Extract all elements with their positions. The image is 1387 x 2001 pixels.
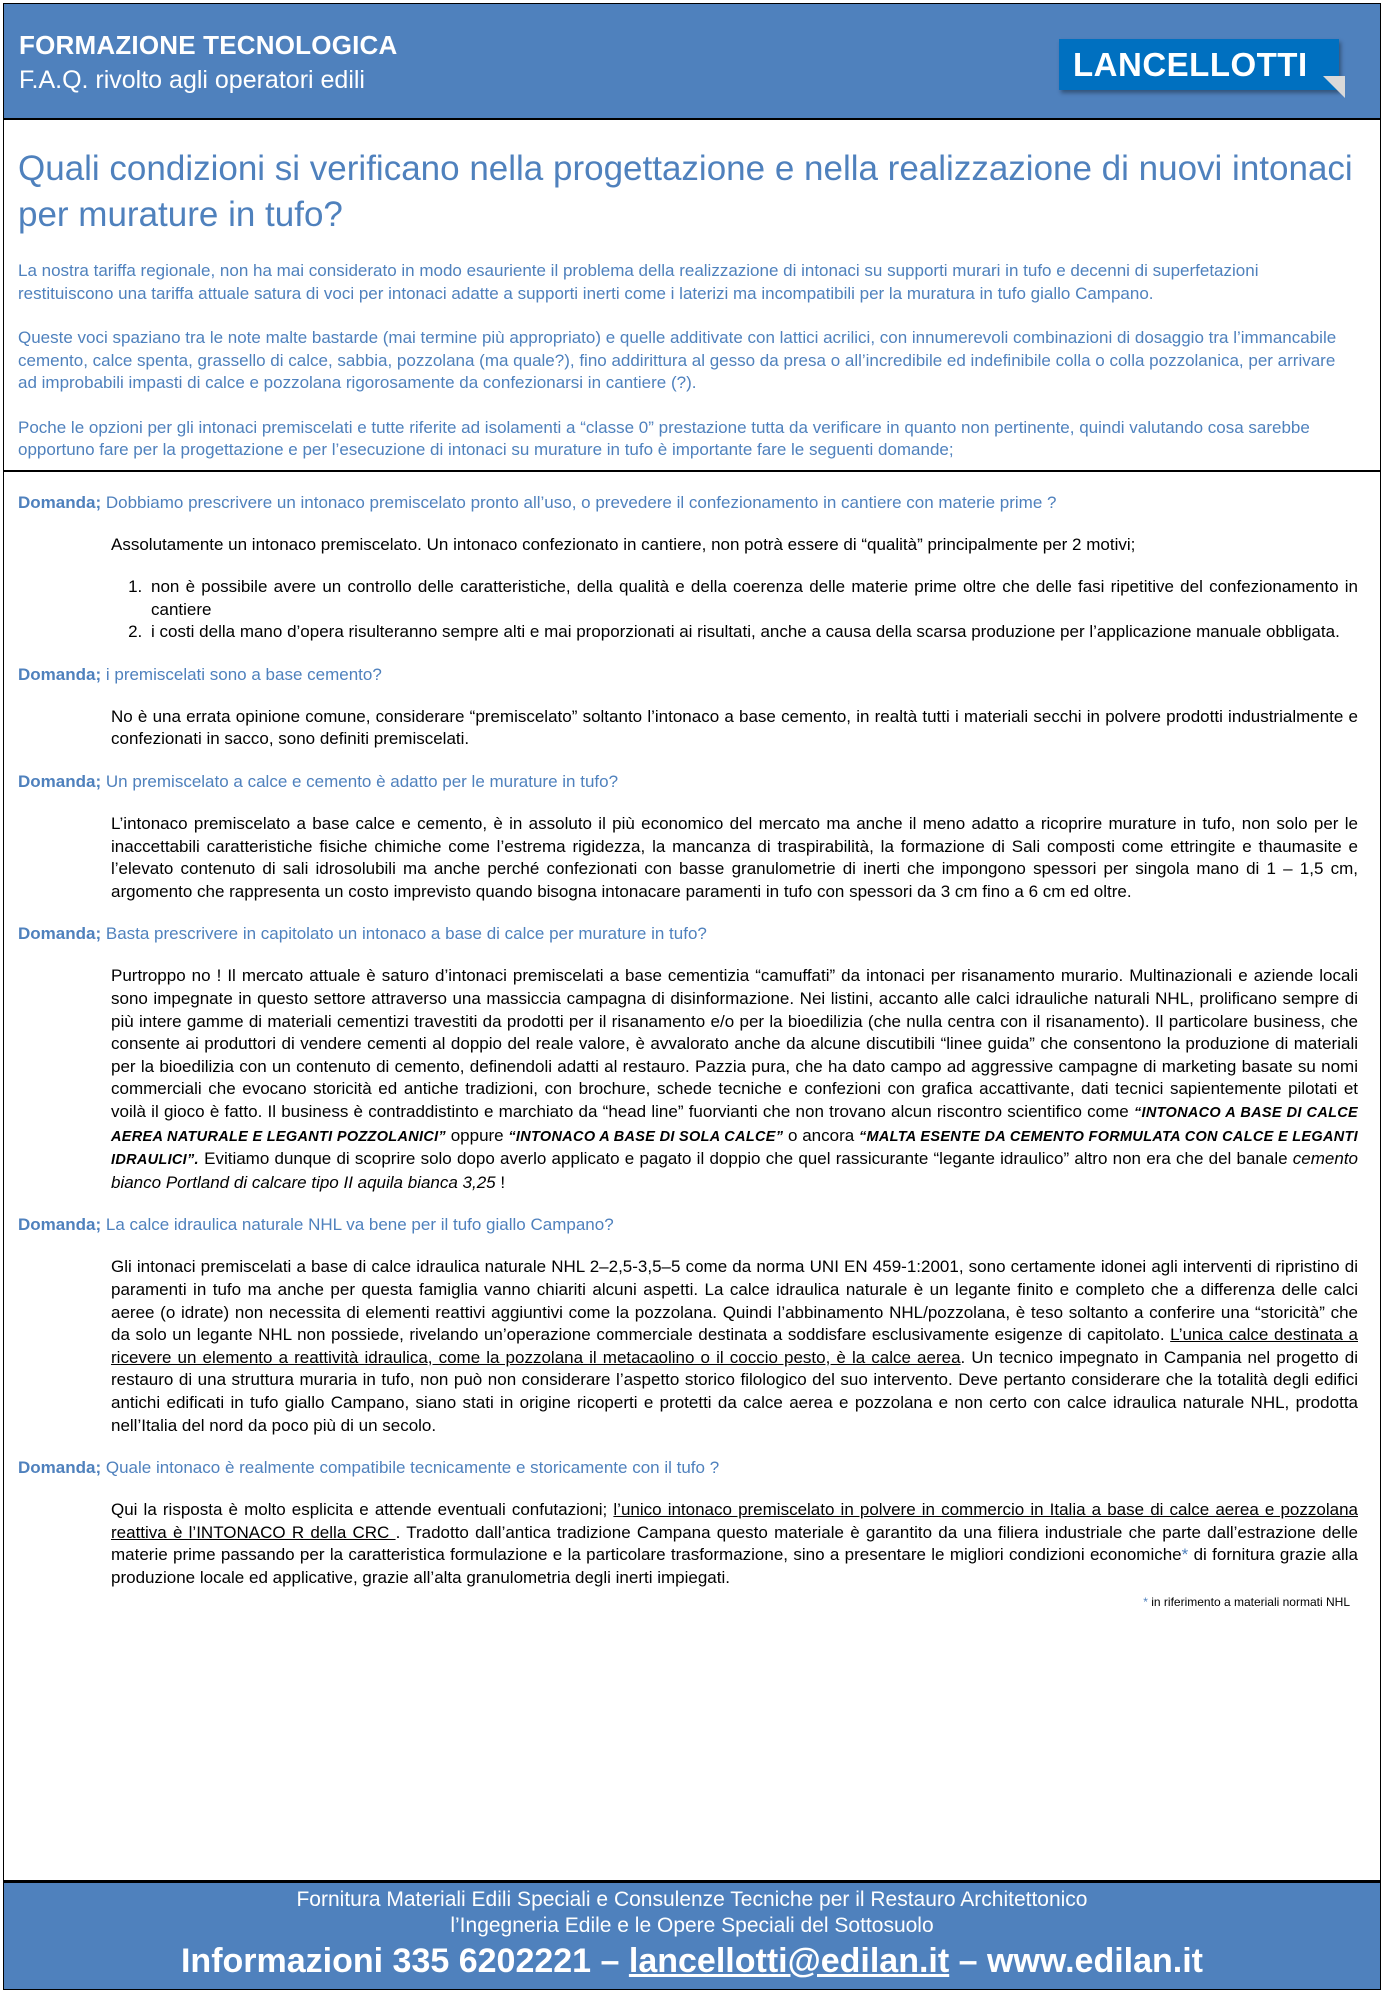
question-label: Domanda; [18, 492, 102, 512]
document-page [3, 3, 1381, 1990]
question-text: Basta prescrivere in capitolato un intonaco a base di calce per murature in tufo? [105, 924, 707, 944]
faq-item [18, 771, 1358, 903]
footnote-marker: * [1181, 1545, 1189, 1565]
header-subtitle: F.A.Q. rivolto agli operatori edili [19, 66, 365, 94]
faq-question [18, 492, 1358, 514]
intro-paragraph: Queste voci spaziano tra le note malte bastarde (mai termine più appropriato) e quelle additivate con lattici acrilici, con innumerevoli combinazioni di dosaggio tra l’immancabile cemento, calce spenta, grassello di calce, sabbia, pozzolana (ma quale?), fino addirittura al gesso da presa o all’incredibile ed indefinibile colla o colla pozzolanica, per arrivare ad improbabili impasti di calce e pozzolana rigorosamente da confezionarsi in cantiere (?). [18, 328, 1337, 392]
page-curl-icon [1323, 76, 1345, 98]
answer-text: ! [495, 1172, 506, 1192]
faq-question [18, 664, 1358, 686]
question-label: Domanda; [18, 664, 102, 684]
website-link[interactable]: www.edilan.it [987, 1942, 1204, 1980]
separator: – [949, 1942, 988, 1980]
answer-text: Qui la risposta è molto esplicita e attende eventuali confutazioni; [111, 1500, 614, 1520]
answer-text: Assolutamente un intonaco premiscelato. Un intonaco confezionato in cantiere, non potrà essere di “qualità” principalmente per 2 motivi; [111, 534, 1136, 554]
contact-line [4, 1941, 1380, 1981]
faq-answer [111, 534, 1358, 644]
underlined-text: L’unica calce destinata a ricevere un elemento a reattività idraulica, come la pozzolana il metacaolino o il coccio pesto, è la calce aerea [111, 1325, 1358, 1367]
intro-paragraph: Poche le opzioni per gli intonaci premiscelati e tutte riferite ad isolamenti a “classe 0” prestazione tutta da verificare in quanto non pertinente, quindi valutando cosa sarebbe opportuno fare per la progettazione e per l’esecuzione di intonaci su murature in tufo è importante fare le seguenti domande; [18, 417, 1310, 459]
page-title: Quali condizioni si verificano nella progettazione e nella realizzazione di nuovi intonaci per murature in tufo? [18, 149, 1353, 234]
faq-item [18, 1214, 1358, 1437]
email-link[interactable]: lancellotti@edilan.it [628, 1942, 950, 1980]
faq-answer [111, 965, 1358, 1194]
answer-text: o ancora [783, 1125, 859, 1145]
faq-answer [111, 1256, 1358, 1437]
quoted-headline: “MALTA ESENTE DA CEMENTO FORMULATA CON CALCE E LEGANTI IDRAULICI”. [111, 1128, 1358, 1169]
question-text: i premiscelati sono a base cemento? [105, 664, 382, 684]
italic-text: cemento bianco Portland di calcare tipo II aquila bianca 3,25 [111, 1149, 1358, 1192]
question-text: La calce idraulica naturale NHL va bene per il tufo giallo Campano? [105, 1215, 614, 1235]
faq-item [18, 1457, 1358, 1589]
footnote-marker: * [1143, 1594, 1148, 1609]
faq-answer: L’intonaco premiscelato a base calce e cemento, è in assoluto il più economico del mercato ma anche il meno adatto a ricoprire murature in tufo, non solo per le inaccettabili caratteristiche fisiche chimiche come l’estrema rigidezza, la mancanza di traspirabilità, la formazione di Sali composti come ettringite e thaumasite e l’elevato contenuto di sali idrosolubili ma anche perché confezionati con basse granulometrie di inerti che impongono spessori per singola mano di 1 – 1,5 cm, argomento che rappresenta un costo imprevisto quando bisogna intonacare paramenti in tufo con spessori da 3 cm fino a 6 cm ed oltre. [111, 814, 1358, 901]
faq-question [18, 1214, 1358, 1236]
footnote [18, 1594, 1350, 1610]
underlined-text: l’unico intonaco premiscelato in polvere in commercio in Italia a base di calce aerea e pozzolana reattiva è l’INTONACO R della CRC [111, 1500, 1358, 1542]
footer-banner [4, 1880, 1380, 1989]
intro-section [18, 260, 1358, 462]
question-label: Domanda; [18, 1458, 102, 1478]
logo-text: LANCELLOTTI [1073, 46, 1308, 83]
footer-line-1: Fornitura Materiali Edili Speciali e Consulenze Tecniche per il Restauro Architettonico [296, 1888, 1088, 1911]
answer-text: . Tradotto dall’antica tradizione Campana questo materiale è garantito da una filiera industriale che parte dall’estrazione delle materie prime passando per la caratteristica formulazione e la particolare trasformazione, sino a presentare le migliori condizioni economiche [111, 1522, 1358, 1565]
lancellotti-logo [1059, 39, 1339, 90]
question-label: Domanda; [18, 924, 102, 944]
faq-answer [111, 1499, 1358, 1589]
question-label: Domanda; [18, 1215, 102, 1235]
question-text: Dobbiamo prescrivere un intonaco premiscelato pronto all’uso, o prevedere il confezionamento in cantiere con materie prime ? [105, 492, 1057, 512]
quoted-headline: “INTONACO A BASE DI SOLA CALCE” [508, 1128, 784, 1145]
answer-list-item: 2. i costi della mano d’opera risulteranno sempre alti e mai proporzionati ai risultati, anche a causa della scarsa produzione per l’applicazione manuale obbligata. [147, 621, 1358, 644]
question-text: Un premiscelato a calce e cemento è adatto per le murature in tufo? [105, 772, 619, 792]
content-flow [4, 146, 1380, 1610]
answer-text: di fornitura grazie alla produzione locale ed applicative, grazie all’alta granulometria degli inerti impiegati. [111, 1545, 1358, 1587]
answer-text: Gli intonaci premiscelati a base di calce idraulica naturale NHL 2–2,5-3,5–5 come da norma UNI EN 459-1:2001, sono certamente idonei agli interventi di ripristino di paramenti in tufo ma anche per questa famiglia vanno chiariti alcuni aspetti. La calce idraulica naturale è un legante finito e completo che a differenza delle calci aeree (o idrate) non necessita di elementi reattivi aggiuntivi come la pozzolana. Quindi l’abbinamento NHL/pozzolana, è teso soltanto a conferire una “storicità” che da solo un legante NHL non possiede, rivelando un’operazione commerciale destinata a soddisfare esclusivamente esigenze di capitolato. [111, 1257, 1358, 1345]
footer-line-2: l’Ingegneria Edile e le Opere Speciali del Sottosuolo [450, 1914, 934, 1937]
answer-list-item: 1. non è possibile avere un controllo delle caratteristiche, della qualità e della coerenza delle materie prime oltre che delle fasi ripetitive del confezionamento in cantiere [147, 576, 1358, 621]
section-divider [4, 470, 1380, 472]
faq-item [18, 664, 1358, 751]
faq-item [18, 492, 1358, 644]
quoted-headline: “INTONACO A BASE DI CALCE AEREA NATURALE E LEGANTI POZZOLANICI” [111, 1105, 1358, 1145]
answer-text: . Un tecnico impegnato in Campania nel progetto di restauro di una struttura muraria in tufo, non può non considerare l’aspetto storico filologico del suo intervento. Deve pertanto considerare che la totalità degli edifici antichi edificati in tufo giallo Campano, siano stati in origine ricoperti e protetti da calce aerea e pozzolana e non certo con calce idraulica naturale NHL, prodotta nell’Italia del nord da poco più di un secolo. [111, 1347, 1358, 1435]
answer-text: Purtroppo no ! Il mercato attuale è saturo d’intonaci premiscelati a base cementizia “camuffati” da intonaci per risanamento murario. Multinazionali e aziende locali sono impegnate in questo settore attraverso una massiccia campagna di disinformazione. Nei listini, accanto alle calci idrauliche naturali NHL, prolificano sempre di più intere gamme di materiali cementizi travestiti da prodotti per il risanamento e/o per la bioedilizia (che nulla centra con il risanamento). Il particolare business, che consente ai produttori di vendere cementi al doppio del reale valore, è avvalorato anche da alcune discutibili “linee guida” che consentono la produzione di materiali per la bioedilizia con un contenuto di cemento, definendoli adatti al restauro. Pazzia pura, che ha dato campo ad aggressive campagne di marketing basate su nomi commerciali che evocano storicità ed antiche tradizioni, con brochure, schede tecniche e confezioni con grafica accattivante, dati tecnici sapientemente pilotati et voilà il gioco è fatto. Il business è contraddistinto e marchiato da “head line” fuorvianti che non trovano alcun riscontro scientifico come [111, 966, 1358, 1121]
intro-paragraph: La nostra tariffa regionale, non ha mai considerato in modo esauriente il problema della realizzazione di intonaci su supporti murari in tufo e decenni di superfetazioni restituiscono una tariffa attuale satura di voci per intonaci adatte a supporti inerti come i laterizi ma incompatibili per la muratura in tufo giallo Campano. [18, 261, 1259, 303]
phone-info: Informazioni 335 6202221 – [180, 1942, 629, 1980]
header-title: FORMAZIONE TECNOLOGICA [19, 30, 398, 60]
answer-list [111, 576, 1358, 644]
question-text: Quale intonaco è realmente compatibile tecnicamente e storicamente con il tufo ? [105, 1458, 720, 1478]
footnote-text: in riferimento a materiali normati NHL [1147, 1594, 1350, 1609]
faq-item [18, 923, 1358, 1194]
faq-question [18, 923, 1358, 945]
faq-answer: No è una errata opinione comune, considerare “premiscelato” soltanto l’intonaco a base cemento, in realtà tutti i materiali secchi in polvere prodotti industrialmente e confezionati in sacco, sono definiti premiscelati. [111, 706, 1358, 749]
answer-text: Evitiamo dunque di scoprire solo dopo averlo applicato e pagato il doppio che quel rassicurante “legante idraulico” altro non era che del banale [198, 1149, 1293, 1169]
question-label: Domanda; [18, 772, 102, 792]
faq-question [18, 1457, 1358, 1479]
header-banner [4, 4, 1380, 120]
answer-text: oppure [445, 1125, 509, 1145]
faq-question [18, 771, 1358, 793]
